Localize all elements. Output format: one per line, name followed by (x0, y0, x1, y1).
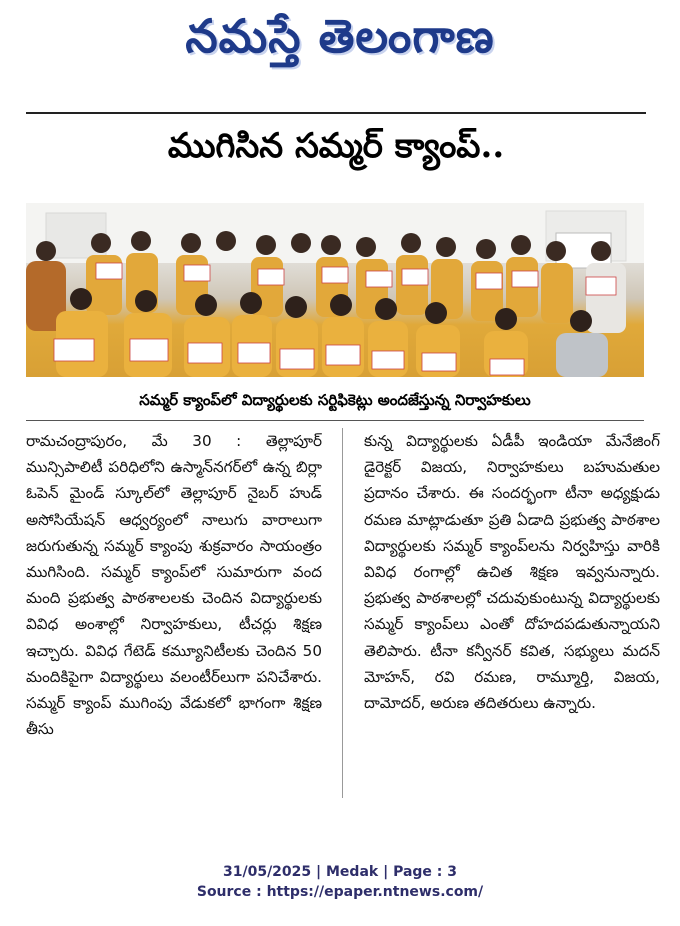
source-link[interactable]: Source : https://epaper.ntnews.com/ (196, 884, 484, 900)
column-divider (342, 428, 343, 798)
photo-caption: సమ్మర్ క్యాంప్‌లో విద్యార్థులకు సర్టిఫికెట్లు అందజేస్తున్న నిర్వాహకులు (139, 391, 531, 409)
article-headline: ముగిసిన సమ్మర్ క్యాంప్.. (167, 126, 505, 166)
edition-info: 31/05/2025 | Medak | Page : 3 (222, 864, 458, 880)
article-photo (26, 203, 644, 377)
masthead-title: నమస్తే తెలంగాణ (185, 9, 495, 63)
article-column-left: రామచంద్రాపురం, మే 30 : తెల్లాపూర్ మున్సిపాలిటీ పరిధిలోని ఉస్మాన్‌నగర్‌లో ఉన్న బిర్లా ఓపెన్ మైండ్ స్కూల్‌లో తెల్లాపూర్ నైబర్ హుడ్ అసోసియేషన్ ఆధ్వర్యంలో నాలుగు వారాలుగా జరుగుతున్న సమ్మర్ క్యాంపు శుక్రవారం సాయంత్రం ముగిసింది. సమ్మర్ క్యాంప్‌లో సుమారుగా వంద మంది ప్రభుత్వ పాఠశాలలకు చెందిన విద్యార్థులకు వివిధ అంశాల్లో నిర్వాహకులు, టీచర్లు శిక్షణ ఇచ్చారు. వివిధ గేటెడ్ కమ్యూనిటీలకు చెందిన 50 మందికిపైగా విద్యార్థులు వలంటీర్‌లుగా పనిచేశారు. సమ్మర్ క్యాంప్ ముగింపు వేడుకలో భాగంగా శిక్షణ తీసు (26, 432, 322, 739)
headline-block (26, 110, 646, 190)
article-column-right: కున్న విద్యార్థులకు ఏడీపీ ఇండియా మేనేజింగ్ డైరెక్టర్ విజయ, నిర్వాహకులు బహుమతుల ప్రదానం చేశారు. ఈ సందర్భంగా టీనా అధ్యక్షుడు రమణ మాట్లాడుతూ ప్రతి ఏడాది ప్రభుత్వ పాఠశాల విద్యార్థులకు సమ్మర్ క్యాంప్‌లను నిర్వహిస్తు వారికి వివిధ రంగాల్లో ఉచిత శిక్షణ ఇవ్వనున్నారు. ప్రభుత్వ పాఠశాలల్లో చదువుకుంటున్న విద్యార్థులకు సమ్మర్ క్యాంప్‌లు ఎంతో దోహదపడుతున్నాయని తెలిపారు. టీనా కన్వీనర్ కవిత, సభ్యులు మదన్ మోహన్, రవి రమణ, రామ్మూర్తి, విజయ, దామోదర్, అరుణ తదితరులు ఉన్నారు. (364, 432, 660, 713)
caption-rule (26, 420, 644, 421)
newspaper-masthead (0, 0, 680, 84)
group-photo-illustration (26, 203, 644, 377)
